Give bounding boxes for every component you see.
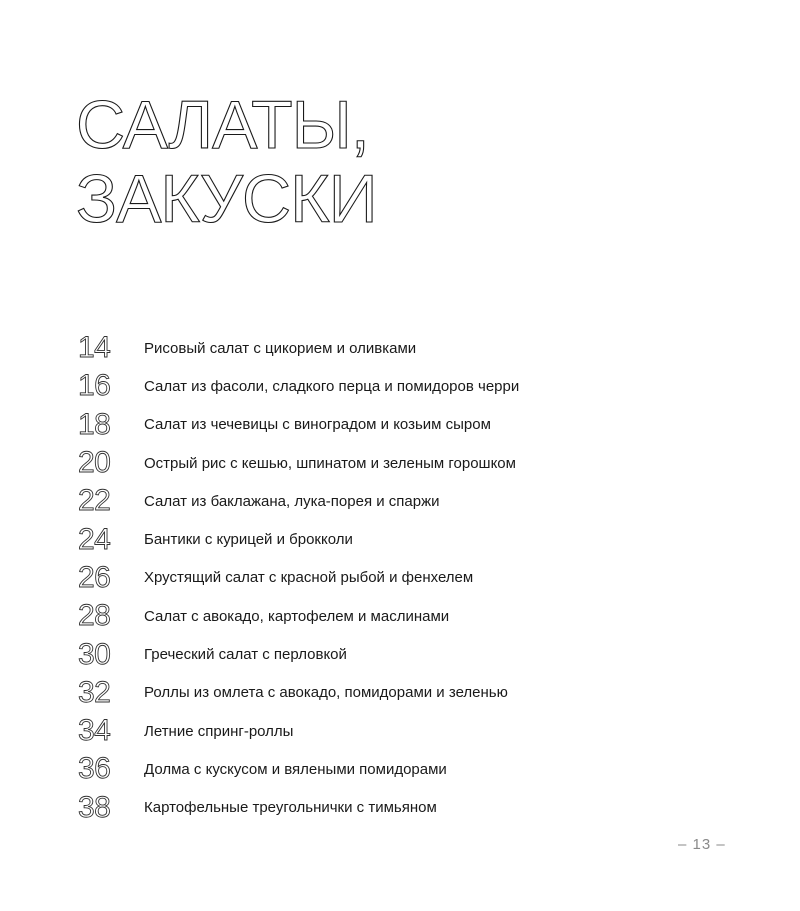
toc-recipe-title: Хрустящий салат с красной рыбой и фенхелем	[144, 569, 474, 587]
toc-page-number: 34	[78, 714, 111, 748]
toc-page-number: 18	[78, 407, 111, 441]
toc-recipe-title: Летние спринг-роллы	[144, 722, 294, 740]
toc-page-number: 20	[78, 446, 111, 480]
toc-recipe-title: Картофельные треугольнички с тимьяном	[144, 799, 437, 817]
toc-page-number: 36	[78, 752, 111, 786]
toc-recipe-title: Салат из баклажана, лука-порея и спаржи	[144, 492, 440, 510]
section-title-line-2: ЗАКУСКИ	[76, 161, 377, 237]
table-of-contents	[78, 329, 519, 827]
toc-entry	[78, 406, 519, 444]
toc-entry	[78, 597, 519, 635]
toc-entry	[78, 789, 519, 827]
toc-page-number: 14	[78, 331, 111, 365]
toc-recipe-title: Салат из фасоли, сладкого перца и помидоров черри	[144, 377, 520, 395]
toc-entry	[78, 520, 519, 558]
toc-entry	[78, 329, 519, 367]
toc-page-number: 24	[78, 522, 111, 556]
toc-page-number: 22	[78, 484, 111, 518]
footer-page-number: – 13 –	[678, 836, 726, 853]
toc-page-number: 38	[78, 790, 111, 824]
toc-entry	[78, 750, 519, 788]
toc-entry	[78, 444, 519, 482]
toc-entry	[78, 635, 519, 673]
toc-recipe-title: Бантики с курицей и брокколи	[144, 531, 353, 549]
toc-page-number: 32	[78, 675, 111, 709]
toc-entry	[78, 559, 519, 597]
section-title-line-1: САЛАТЫ,	[76, 87, 369, 163]
toc-recipe-title: Греческий салат с перловкой	[144, 646, 347, 664]
toc-recipe-title: Роллы из омлета с авокадо, помидорами и зеленью	[144, 684, 508, 702]
toc-recipe-title: Салат из чечевицы с виноградом и козьим сыром	[144, 416, 491, 434]
toc-page-number: 26	[78, 560, 111, 594]
toc-page-number: 30	[78, 637, 111, 671]
toc-recipe-title: Острый рис с кешью, шпинатом и зеленым горошком	[144, 454, 516, 472]
toc-page-number: 16	[78, 369, 111, 403]
toc-recipe-title: Долма с кускусом и вялеными помидорами	[144, 760, 447, 778]
toc-entry	[78, 712, 519, 750]
toc-entry	[78, 367, 519, 405]
toc-entry	[78, 482, 519, 520]
toc-entry	[78, 674, 519, 712]
toc-recipe-title: Салат с авокадо, картофелем и маслинами	[144, 607, 450, 625]
section-title	[76, 88, 377, 236]
toc-page-number: 28	[78, 599, 111, 633]
toc-recipe-title: Рисовый салат с цикорием и оливками	[144, 339, 417, 357]
